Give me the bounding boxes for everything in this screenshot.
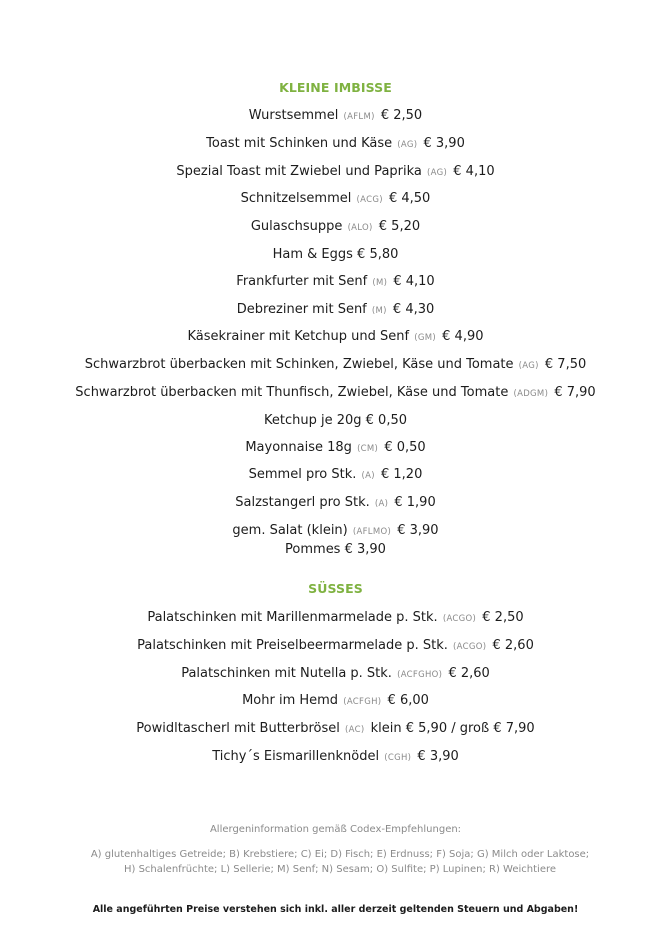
menu-item-allergens: (ADGM)	[513, 388, 549, 399]
menu-item-name: Schnitzelsemmel	[240, 191, 352, 207]
menu-item-name: Salzstangerl pro Stk.	[235, 495, 370, 511]
menu-item-name: gem. Salat (klein)	[232, 522, 348, 538]
menu-item-name: Mayonnaise 18g	[245, 439, 352, 455]
menu-item-allergens: (AC)	[345, 725, 365, 736]
menu-item-name: Ham & Eggs	[272, 246, 353, 262]
menu-item-name: Mohr im Hemd	[242, 693, 339, 709]
menu-item-price: € 5,20	[378, 219, 421, 235]
menu-item-allergens: (GM)	[414, 333, 437, 344]
menu-item-price: € 7,90	[554, 384, 596, 400]
menu-item-price: € 7,50	[544, 357, 587, 373]
section-title-suesses: SÜSSES	[308, 581, 363, 596]
menu-item-name: Ketchup je 20g	[263, 412, 362, 428]
menu-item-allergens: (ALO)	[347, 223, 373, 234]
menu-item-name: Debreziner mit Senf	[236, 301, 367, 317]
menu-item	[0, 190, 671, 209]
menu-item-allergens: (ACGO)	[453, 641, 487, 652]
menu-item-price: € 2,50	[482, 610, 524, 625]
menu-item-name: Frankfurter mit Senf	[236, 273, 368, 289]
menu-item	[0, 494, 671, 513]
menu-item	[0, 384, 671, 403]
menu-item-allergens: (CGH)	[384, 752, 412, 763]
menu-item-price: € 3,90	[397, 522, 439, 538]
menu-item-price: € 4,90	[442, 329, 484, 345]
menu-item	[0, 163, 671, 182]
menu-item-price: € 0,50	[384, 439, 426, 455]
allergen-heading: Allergeninformation gemäß Codex-Empfehlungen:	[209, 824, 462, 835]
menu-item-name: Toast mit Schinken und Käse	[206, 135, 393, 151]
menu-item-price: € 3,90	[417, 748, 459, 764]
menu-item-allergens: (A)	[361, 471, 375, 482]
menu-item-price: € 6,00	[387, 693, 429, 709]
menu-item	[0, 328, 671, 347]
menu-item-price: € 4,10	[393, 273, 435, 289]
menu-item-price: klein € 5,90 / groß € 7,90	[370, 721, 535, 737]
menu-item	[0, 246, 671, 264]
menu-item-name: Semmel pro Stk.	[248, 467, 357, 483]
menu-item-price: € 2,60	[448, 665, 490, 681]
menu-item	[0, 748, 671, 767]
menu-item-name: Spezial Toast mit Zwiebel und Paprika	[176, 163, 422, 179]
menu-item-allergens: (ACFGH)	[343, 697, 382, 708]
menu-item-price: € 4,30	[392, 301, 435, 317]
menu-item	[0, 609, 671, 628]
menu-item-name: Pommes	[285, 541, 341, 557]
menu-item	[0, 466, 671, 485]
menu-item-name: Palatschinken mit Preiselbeermarmelade p. Stk.	[137, 637, 448, 653]
menu-item-price: € 2,50	[380, 108, 423, 123]
menu-item-price: € 2,60	[492, 637, 534, 653]
menu-item-price: € 1,90	[394, 495, 436, 511]
menu-item	[0, 541, 671, 559]
menu-item-allergens: (AFLMO)	[352, 526, 392, 537]
menu-item-allergens: (AG)	[397, 139, 418, 150]
menu-item-price: € 4,50	[388, 191, 431, 207]
menu-item-name: Gulaschsuppe	[250, 219, 343, 235]
price-note: Alle angeführten Preise verstehen sich inkl. aller derzeit geltenden Steuern und Abgaben!	[92, 904, 579, 915]
menu-item-price: € 3,90	[344, 541, 386, 557]
menu-item	[0, 218, 671, 237]
menu-item	[0, 692, 671, 711]
menu-item-price: € 4,10	[453, 163, 495, 179]
menu-item	[0, 301, 671, 320]
section-title-kleine-imbisse: KLEINE IMBISSE	[279, 80, 392, 95]
menu-item-allergens: (AG)	[518, 361, 539, 372]
menu-item-name: Tichy´s Eismarillenknödel	[212, 748, 380, 764]
menu-item	[0, 665, 671, 684]
menu-item-price: € 3,90	[423, 135, 465, 151]
menu-item-price: € 1,20	[381, 467, 423, 483]
menu-item	[0, 356, 671, 375]
menu-item-name: Palatschinken mit Nutella p. Stk.	[181, 665, 392, 681]
menu-item-allergens: (A)	[374, 499, 389, 510]
menu-item-price: € 0,50	[365, 412, 408, 428]
menu-item-allergens: (AFLM)	[343, 112, 375, 122]
menu-item-allergens: (CM)	[357, 443, 379, 454]
menu-item-price: € 5,80	[357, 246, 399, 262]
allergen-list: A) glutenhaltiges Getreide; B) Krebstiere; C) Ei; D) Fisch; E) Erdnuss; F) Soja; G) Milch oder Laktose; H) Schalenfrüchte; L) Sellerie; M) Senf; N) Sesam; O) Sulfite; P) Lupinen; R) Weichtiere	[90, 849, 590, 875]
menu-item-allergens: (M)	[371, 305, 387, 316]
menu-item-name: Käsekrainer mit Ketchup und Senf	[187, 329, 410, 345]
menu-item	[0, 135, 671, 154]
menu-item-name: Wurstsemmel	[248, 108, 339, 123]
menu-item-name: Schwarzbrot überbacken mit Schinken, Zwiebel, Käse und Tomate	[84, 357, 514, 373]
menu-item	[0, 439, 671, 458]
menu-item-allergens: (ACG)	[356, 195, 383, 206]
menu-item	[0, 720, 671, 739]
menu-item	[0, 107, 671, 126]
menu-item	[0, 273, 671, 292]
menu-item	[0, 637, 671, 656]
menu-list-suesses	[0, 609, 671, 776]
menu-list-kleine-imbisse	[0, 107, 671, 568]
menu-item-allergens: (AG)	[427, 167, 448, 178]
menu-item-allergens: (ACGO)	[442, 614, 477, 624]
menu-item-name: Powidltascherl mit Butterbrösel	[136, 721, 340, 737]
menu-item-allergens: (M)	[372, 277, 388, 288]
menu-item-name: Schwarzbrot überbacken mit Thunfisch, Zwiebel, Käse und Tomate	[75, 384, 509, 400]
menu-item	[0, 522, 671, 541]
menu-item	[0, 412, 671, 430]
menu-item-allergens: (ACFGHO)	[397, 669, 443, 680]
menu-item-name: Palatschinken mit Marillenmarmelade p. Stk.	[147, 610, 438, 625]
